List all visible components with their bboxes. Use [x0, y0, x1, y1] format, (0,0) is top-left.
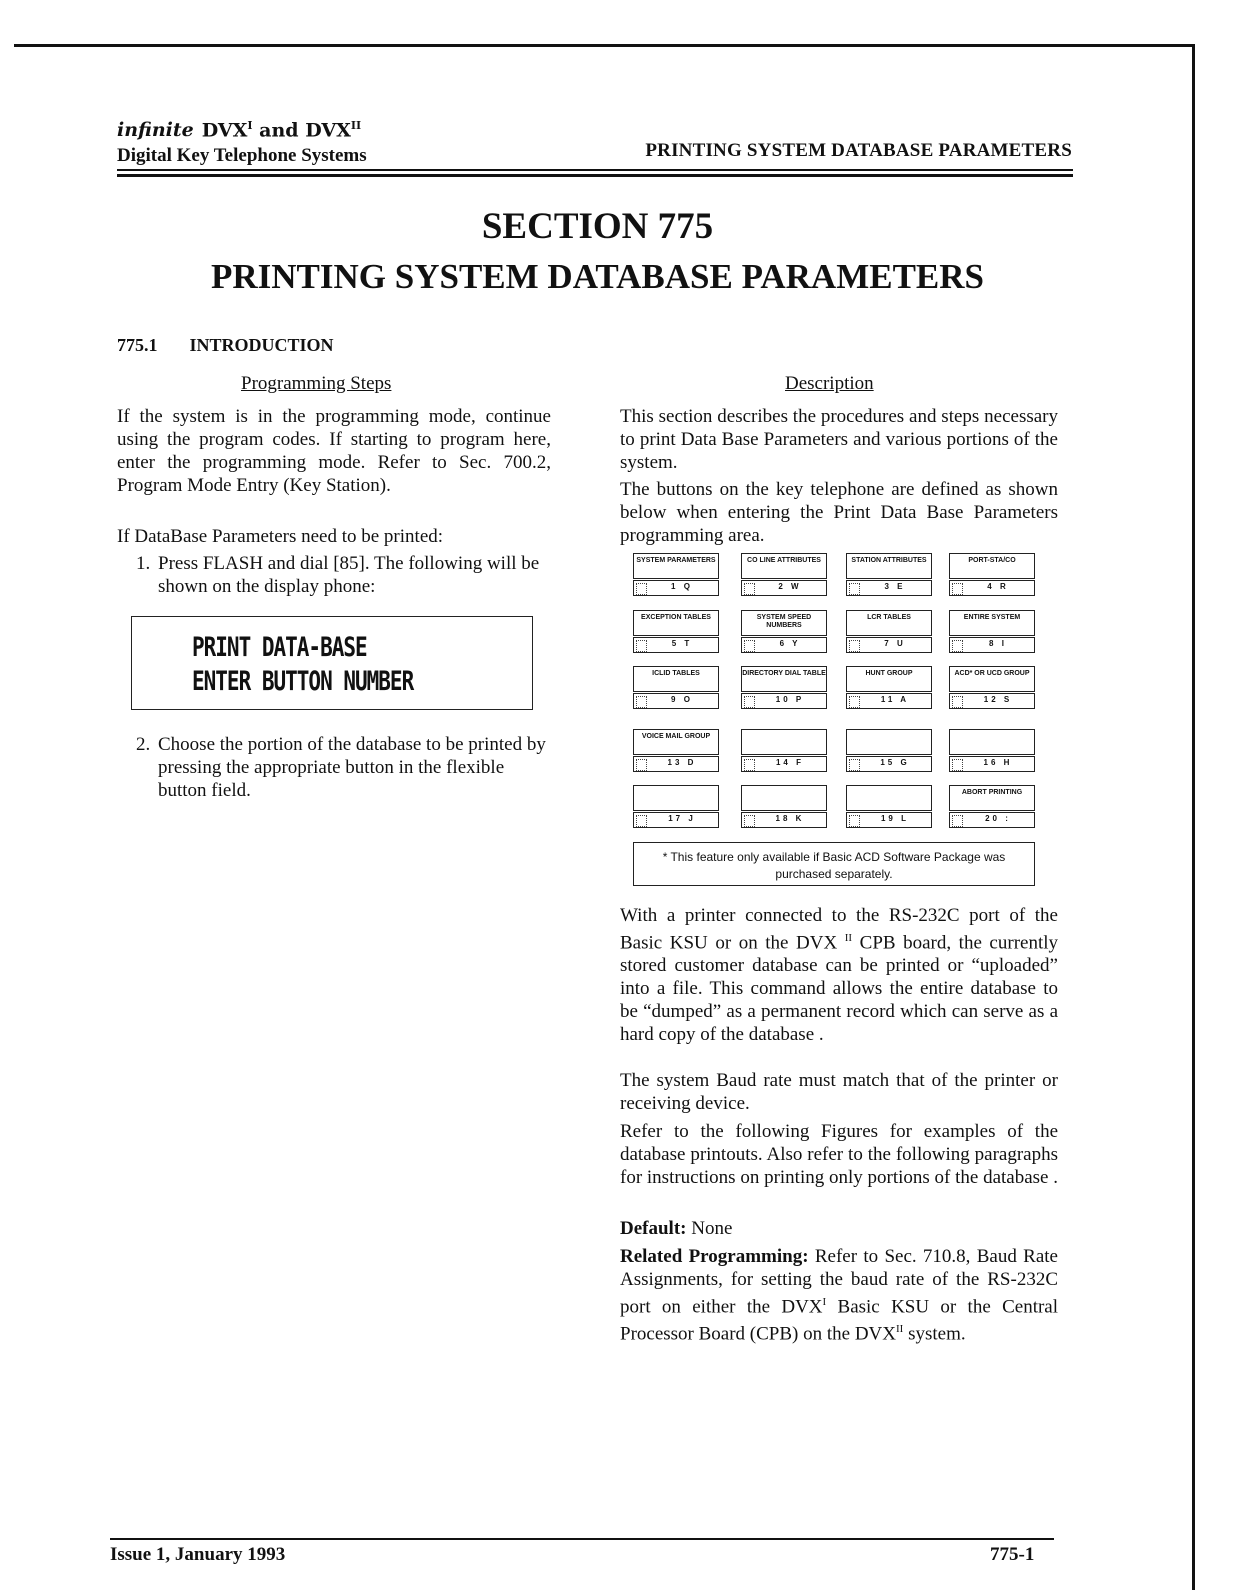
flex-button-4	[949, 553, 1035, 597]
flex-button-2	[741, 553, 827, 597]
flex-button-code: 9 O	[671, 695, 693, 704]
flex-button-key	[846, 580, 932, 596]
flex-button-label: STATION ATTRIBUTES	[846, 553, 932, 579]
flex-button-key	[633, 580, 719, 596]
flex-button-code: 10 P	[775, 695, 805, 704]
flex-button-label	[741, 785, 827, 811]
flex-button-3	[846, 553, 932, 597]
flex-button-key	[846, 693, 932, 709]
flex-button-key	[949, 693, 1035, 709]
display-line-2: ENTER BUTTON NUMBER	[192, 666, 414, 696]
desc-para-4: The system Baud rate must match that of the printer or receiving device.	[620, 1070, 1058, 1114]
flex-button-key	[741, 756, 827, 772]
flex-button-label: ENTIRE SYSTEM	[949, 610, 1035, 636]
flex-button-8	[949, 610, 1035, 654]
step-1-text: Press FLASH and dial [85]. The following will be shown on the display phone:	[158, 553, 540, 597]
flex-button-code: 4 R	[987, 582, 1009, 591]
led-indicator-icon	[744, 696, 755, 708]
led-indicator-icon	[744, 815, 755, 827]
programming-steps-heading: Programming Steps	[241, 373, 392, 394]
flex-button-key	[741, 580, 827, 596]
flex-button-label: EXCEPTION TABLES	[633, 610, 719, 636]
product-line: Digital Key Telephone Systems	[117, 145, 367, 167]
description-heading: Description	[785, 373, 874, 394]
led-indicator-icon	[952, 640, 963, 652]
flex-button-label: SYSTEM SPEED NUMBERS	[741, 610, 827, 636]
led-indicator-icon	[636, 759, 647, 771]
led-indicator-icon	[744, 583, 755, 595]
flex-button-key	[846, 637, 932, 653]
desc-para-3: With a printer connected to the RS-232C port of the Basic KSU or on the DVX $^{II}$ CPB board, the currently stored customer database can be printed or “uploaded” into a file. This command allows the entire database to be “dumped” as a permanent record which can serve as a hard copy of the database .	[620, 905, 1059, 1046]
flex-button-11	[846, 666, 932, 710]
flex-button-code: 20 :	[985, 814, 1011, 823]
led-indicator-icon	[952, 583, 963, 595]
flex-button-code: 5 T	[671, 639, 693, 648]
running-header-left	[117, 113, 367, 168]
flex-button-label: PORT-STA/CO	[949, 553, 1035, 579]
flex-button-17	[633, 785, 719, 829]
flex-button-label: SYSTEM PARAMETERS	[633, 553, 719, 579]
step-2-number: 2.	[136, 734, 151, 755]
section-title: PRINTING SYSTEM DATABASE PARAMETERS	[210, 257, 985, 296]
flex-button-code: 17 J	[668, 814, 696, 823]
flex-button-code: 6 Y	[779, 639, 801, 648]
flex-button-label	[846, 785, 932, 811]
flex-button-key	[633, 812, 719, 828]
related-programming: Related Programming: Refer to Sec. 710.8, Baud Rate Assignments, for setting the baud rate of the RS-232C port on either the $DVX^I$ Basic KSU or the Central Processor Board (CPB) on the $DVX^{II}$ system.	[620, 1246, 1059, 1345]
flex-button-16	[949, 729, 1035, 773]
flex-button-label: HUNT GROUP	[846, 666, 932, 692]
desc-para-2: The buttons on the key telephone are defined as shown below when entering the Print Data Base Parameters programming area.	[620, 479, 1058, 546]
flex-button-label: ABORT PRINTING	[949, 785, 1035, 811]
flex-button-code: 15 G	[880, 758, 910, 767]
header-rule	[117, 169, 1073, 171]
page-frame-top	[14, 44, 1194, 47]
led-indicator-icon	[636, 583, 647, 595]
step-2-text: Choose the portion of the database to be printed by pressing the appropriate button in the flexible button field.	[158, 734, 546, 801]
desc-para-5: Refer to the following Figures for examples of the database printouts. Also refer to the following paragraphs for instructions on printing only portions of the database .	[620, 1121, 1058, 1188]
flex-button-key	[741, 637, 827, 653]
footer-issue: Issue 1, January 1993	[110, 1544, 286, 1565]
flex-button-7	[846, 610, 932, 654]
flex-button-label: CO LINE ATTRIBUTES	[741, 553, 827, 579]
led-indicator-icon	[849, 759, 860, 771]
flex-button-18	[741, 785, 827, 829]
flex-button-code: 19 L	[880, 814, 909, 823]
flex-button-9	[633, 666, 719, 710]
flex-button-15	[846, 729, 932, 773]
flex-button-key	[633, 637, 719, 653]
flex-button-label	[949, 729, 1035, 755]
flex-button-label	[741, 729, 827, 755]
display-phone-screen	[131, 616, 533, 710]
section-number: SECTION 775	[481, 206, 714, 247]
left-intro: If the system is in the programming mode, continue using the program codes. If starting to program here, enter the programming mode. Refer to Sec. 700.2, Program Mode Entry (Key Station).	[117, 406, 551, 496]
footer-page-number: 775-1	[990, 1544, 1035, 1565]
flex-button-key	[741, 693, 827, 709]
desc-para-1: This section describes the procedures and steps necessary to print Data Base Parameters and various portions of the system.	[620, 406, 1058, 473]
footer-rule	[110, 1538, 1054, 1540]
header-rule-thick	[117, 174, 1073, 177]
acd-footnote: * This feature only available if Basic ACD Software Package was purchased separately.	[633, 842, 1035, 886]
flex-button-key	[633, 693, 719, 709]
step-1	[136, 552, 556, 598]
flex-button-14	[741, 729, 827, 773]
flex-button-code: 8 I	[989, 639, 1007, 648]
flex-button-code: 11 A	[880, 695, 910, 704]
left-condition: If DataBase Parameters need to be printed:	[117, 526, 444, 547]
flex-button-label: ACD* OR UCD GROUP	[949, 666, 1035, 692]
flex-button-label	[846, 729, 932, 755]
led-indicator-icon	[849, 696, 860, 708]
flex-button-code: 3 E	[884, 582, 906, 591]
flex-button-label	[633, 785, 719, 811]
flex-button-code: 1 Q	[671, 582, 693, 591]
flex-button-10	[741, 666, 827, 710]
default-line: Default: None	[620, 1218, 733, 1239]
flex-button-code: 14 F	[775, 758, 804, 767]
running-header-right: PRINTING SYSTEM DATABASE PARAMETERS	[645, 140, 1072, 161]
flex-button-key	[949, 637, 1035, 653]
flex-button-code: 16 H	[983, 758, 1013, 767]
display-line-1: PRINT DATA-BASE	[192, 632, 367, 662]
led-indicator-icon	[849, 583, 860, 595]
flex-button-key	[846, 812, 932, 828]
flex-button-label: DIRECTORY DIAL TABLE	[741, 666, 827, 692]
led-indicator-icon	[952, 815, 963, 827]
flex-button-19	[846, 785, 932, 829]
led-indicator-icon	[849, 640, 860, 652]
flex-button-20	[949, 785, 1035, 829]
led-indicator-icon	[952, 696, 963, 708]
step-2	[136, 733, 556, 802]
led-indicator-icon	[636, 696, 647, 708]
flex-button-13	[633, 729, 719, 773]
flex-button-label: ICLID TABLES	[633, 666, 719, 692]
product-name: infinite $DVX^I$ and $DVX^{II}$	[117, 119, 362, 142]
flex-button-label: VOICE MAIL GROUP	[633, 729, 719, 755]
led-indicator-icon	[636, 640, 647, 652]
flex-button-key	[949, 580, 1035, 596]
flex-button-key	[846, 756, 932, 772]
flex-button-1	[633, 553, 719, 597]
flex-button-5	[633, 610, 719, 654]
flex-button-key	[949, 812, 1035, 828]
flex-button-code: 13 D	[667, 758, 697, 767]
flex-button-6	[741, 610, 827, 654]
flex-button-label: LCR TABLES	[846, 610, 932, 636]
flex-button-key	[741, 812, 827, 828]
led-indicator-icon	[952, 759, 963, 771]
subsection-heading: 775.1 INTRODUCTION	[117, 335, 334, 355]
led-indicator-icon	[849, 815, 860, 827]
flex-button-key	[949, 756, 1035, 772]
flex-button-key	[633, 756, 719, 772]
flex-button-code: 18 K	[775, 814, 805, 823]
led-indicator-icon	[636, 815, 647, 827]
led-indicator-icon	[744, 759, 755, 771]
flex-button-code: 7 U	[884, 639, 906, 648]
flex-button-code: 12 S	[983, 695, 1013, 704]
step-1-number: 1.	[136, 553, 151, 574]
led-indicator-icon	[744, 640, 755, 652]
flex-button-12	[949, 666, 1035, 710]
flex-button-code: 2 W	[778, 582, 802, 591]
